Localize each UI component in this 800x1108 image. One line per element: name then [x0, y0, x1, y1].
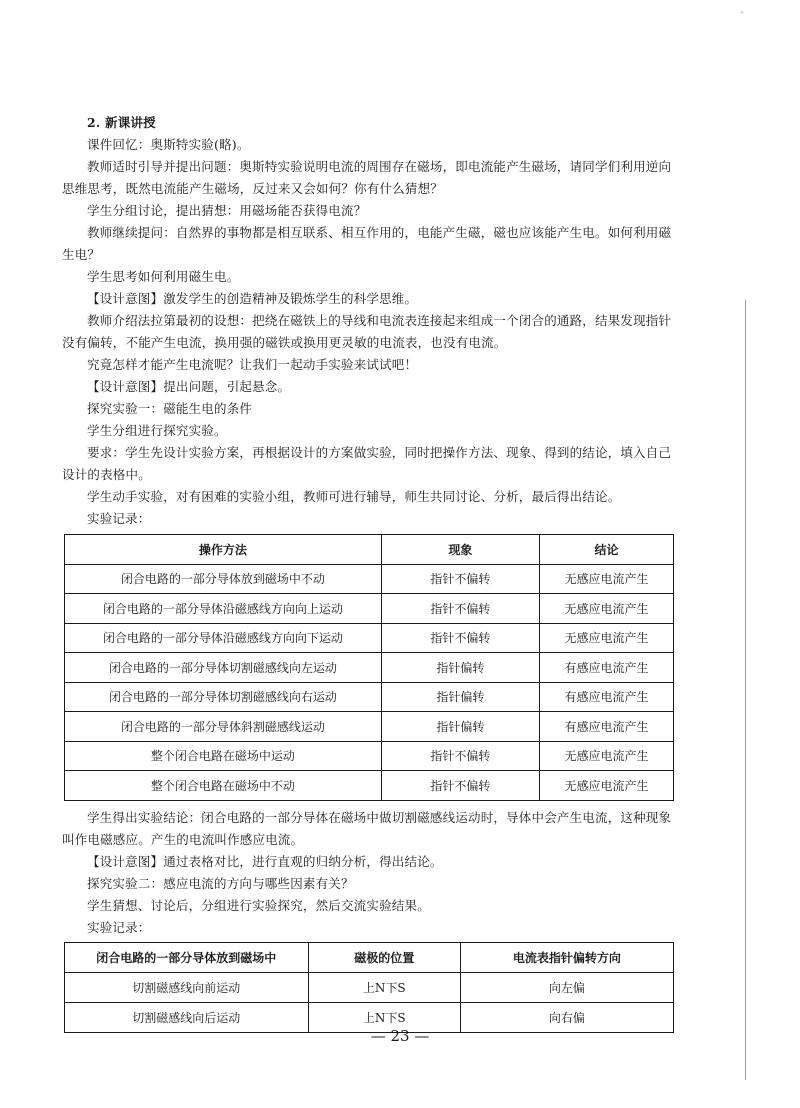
table-header-row — [65, 535, 674, 565]
table-header-row — [65, 942, 674, 972]
table-cell: 整个闭合电路在磁场中不动 — [65, 771, 382, 801]
paragraph: 学生分组讨论，提出猜想：用磁场能否获得电流？ — [87, 203, 367, 218]
table-cell: 闭合电路的一部分导体沿磁感线方向向上运动 — [65, 594, 382, 624]
table-cell: 上N下S — [308, 1002, 460, 1032]
table-cell: 指针偏转 — [381, 653, 539, 683]
table-cell: 指针不偏转 — [381, 623, 539, 653]
table-row — [65, 594, 674, 624]
table-row — [65, 564, 674, 594]
paragraph: 学生动手实验，对有困难的实验小组，教师可进行辅导，师生共同讨论、分析，最后得出结论。 — [87, 489, 621, 504]
table-cell: 闭合电路的一部分导体切割磁感线向左运动 — [65, 653, 382, 683]
table-cell: 整个闭合电路在磁场中运动 — [65, 741, 382, 771]
record-label: 实验记录： — [87, 919, 151, 935]
table-row — [65, 771, 674, 801]
table-cell: 无感应电流产生 — [540, 741, 674, 771]
table-cell: 闭合电路的一部分导体沿磁感线方向向下运动 — [65, 623, 382, 653]
paragraph: 学生分组进行探究实验。 — [87, 423, 227, 438]
table-cell: 向左偏 — [460, 972, 673, 1002]
paragraph: 学生得出实验结论：闭合电路的一部分导体在磁场中做切割磁感线运动时，导体中会产生电流，这种现象叫作电磁感应。产生的电流叫作感应电流。 — [62, 809, 672, 847]
table-cell: 闭合电路的一部分导体斜割磁感线运动 — [65, 712, 382, 742]
column-header: 电流表指针偏转方向 — [460, 942, 673, 972]
paragraph: 要求：学生先设计实验方案，再根据设计的方案做实验，同时把操作方法、现象、得到的结论，填入自己设计的表格中。 — [62, 445, 672, 482]
table-cell: 上N下S — [308, 972, 460, 1002]
record-label: 实验记录： — [87, 511, 151, 526]
table-cell: 无感应电流产生 — [540, 623, 674, 653]
table-cell: 指针偏转 — [381, 712, 539, 742]
table-cell: 无感应电流产生 — [540, 594, 674, 624]
section-heading: 2. 新课讲授 — [87, 115, 156, 130]
scan-mark: ˋ — [740, 12, 745, 23]
paragraph: 学生思考如何利用磁生电。 — [87, 269, 240, 284]
table-cell: 闭合电路的一部分导体切割磁感线向右运动 — [65, 682, 382, 712]
table-cell: 无感应电流产生 — [540, 564, 674, 594]
column-header: 闭合电路的一部分导体放到磁场中 — [65, 942, 309, 972]
design-intent: 【设计意图】提出问题，引起悬念。 — [87, 379, 291, 394]
conclusion-paragraphs — [62, 807, 682, 939]
table-cell: 无感应电流产生 — [540, 771, 674, 801]
table-cell: 向右偏 — [460, 1002, 673, 1032]
table-cell: 有感应电流产生 — [540, 712, 674, 742]
table-row — [65, 741, 674, 771]
column-header: 操作方法 — [65, 535, 382, 565]
paragraph: 教师继续提问：自然界的事物都是相互联系、相互作用的，电能产生磁，磁也应该能产生电。如何利用磁生电？ — [62, 225, 672, 262]
table-cell: 闭合电路的一部分导体放到磁场中不动 — [65, 564, 382, 594]
table-cell: 切割磁感线向前运动 — [65, 972, 309, 1002]
table-row — [65, 972, 674, 1002]
table-cell: 指针不偏转 — [381, 741, 539, 771]
design-intent: 【设计意图】激发学生的创造精神及锻炼学生的科学思维。 — [87, 291, 418, 306]
table-row — [65, 682, 674, 712]
paragraph: 教师适时引导并提出问题：奥斯特实验说明电流的周围存在磁场，即电流能产生磁场，请同学们利用逆向思维思考，既然电流能产生磁场，反过来又会如何？你有什么猜想？ — [62, 159, 672, 196]
table-cell: 有感应电流产生 — [540, 653, 674, 683]
experiment-title: 探究实验一：磁能生电的条件 — [87, 401, 253, 416]
column-header: 现象 — [381, 535, 539, 565]
table-cell: 指针偏转 — [381, 682, 539, 712]
column-header: 磁极的位置 — [308, 942, 460, 972]
paragraph: 学生猜想、讨论后，分组进行实验探究，然后交流实验结果。 — [87, 897, 430, 913]
table-row — [65, 623, 674, 653]
paragraph: 究竟怎样才能产生电流呢？让我们一起动手实验来试试吧！ — [87, 357, 418, 372]
experiment-title: 探究实验二：感应电流的方向与哪些因素有关？ — [87, 875, 354, 891]
table-cell: 指针不偏转 — [381, 564, 539, 594]
design-intent: 【设计意图】通过表格对比，进行直观的归纳分析，得出结论。 — [87, 853, 443, 869]
page-number: — 23 — — [370, 1027, 430, 1045]
intro-paragraphs — [62, 112, 682, 530]
table-cell: 指针不偏转 — [381, 771, 539, 801]
column-header: 结论 — [540, 535, 674, 565]
paragraph: 课件回忆：奥斯特实验(略)。 — [87, 137, 250, 152]
table-row — [65, 712, 674, 742]
table-cell: 有感应电流产生 — [540, 682, 674, 712]
experiment-record-table-1 — [64, 534, 674, 801]
paragraph: 教师介绍法拉第最初的设想：把绕在磁铁上的导线和电流表连接起来组成一个闭合的通路，结果发现指针没有偏转，不能产生电流，换用强的磁铁或换用更灵敏的电流表，也没有电流。 — [62, 313, 672, 350]
table-cell: 切割磁感线向后运动 — [65, 1002, 309, 1032]
experiment-record-table-2 — [64, 942, 674, 1033]
page-content — [62, 112, 682, 1033]
table-cell: 指针不偏转 — [381, 594, 539, 624]
scan-edge-line — [745, 300, 746, 1080]
table-row — [65, 653, 674, 683]
